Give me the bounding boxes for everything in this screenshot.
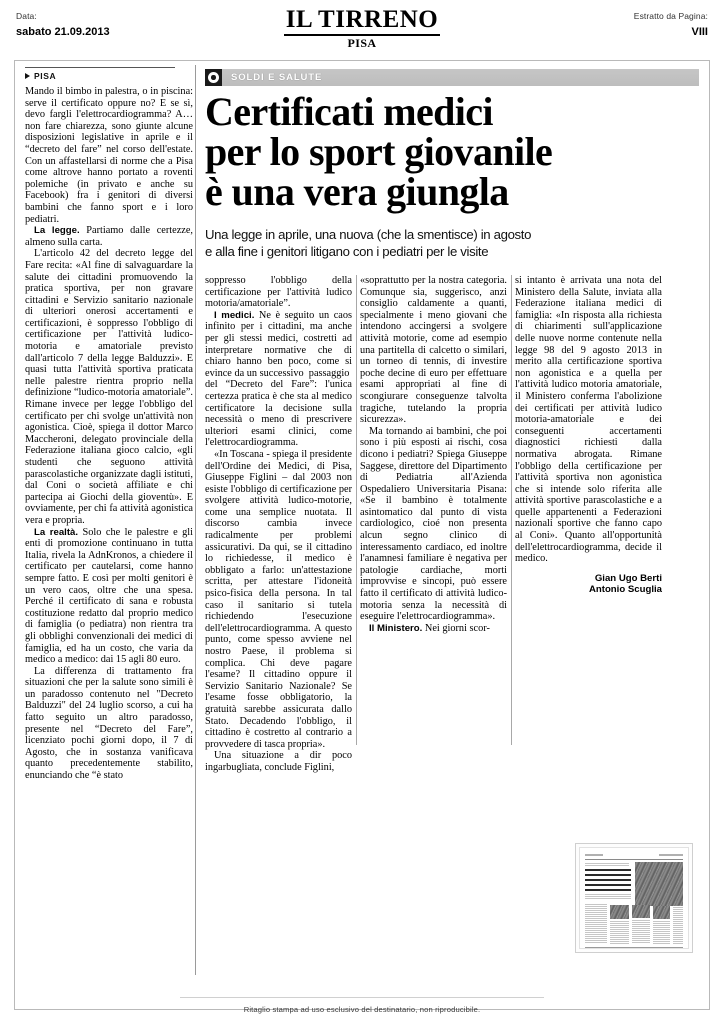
article-byline (515, 573, 662, 596)
page-number-block (634, 10, 708, 40)
triangle-bullet-icon (25, 73, 30, 79)
byline-author-2: Antonio Scuglia (588, 584, 662, 596)
masthead-edition: PISA (347, 36, 377, 50)
headline-line-3: è una vera giungla (205, 169, 509, 214)
sidebar-kicker (25, 71, 193, 81)
body-paragraph: soppresso l'obbligo della certificazione per l'attività ludico motoria/amatoriale”. (205, 275, 352, 310)
sidebar-paragraph: Mando il bimbo in palestra, o in piscina: serve il certificato oppure no? E se sì, devo fargli l'elettrocardiogramma? A… non fare chiarezza, sono giunte alcune disposizioni legislative in aprile e il “decreto del fare” nel corso dell'estate. Con un affastellarsi di norme che a Pisa come altrove hanno portato a roventi polemiche (in privato e anche su Facebook) fra i genitori di diversi bambini che fanno sport e i loro pediatri. (25, 86, 193, 225)
article-headline (205, 89, 699, 214)
body-paragraph (205, 310, 352, 449)
target-center-dot (211, 75, 216, 80)
sidebar-lead: La realtà. (34, 526, 79, 538)
article-standfirst (205, 226, 699, 260)
body-paragraph: si intanto è arrivata una nota del Ministero della Salute, inviata alla Federazione italiana medici di famiglia: «In risposta alla richiesta di chiarimenti sull'applicazione delle nuove norme contenute nella legge 98 del 9 agosto 2013 in merito alla certificazione sportiva non agonistica e a quella per l'attività ludico motoria amatoriale, il Ministero conferma l'abolizione dei certificati per attività ludico motoria-amatoriale e dei conseguenti accertamenti diagnostici richiesti dalla normativa abrogata. Rimane l'obbligo della certificazione per l'attività sportiva non agonistica che si intende solo riferita alle attività sportive parascolastiche e a quelle appartenenti a Federazioni nazionali sportive che fanno capo al Coni». Quanto all'opportunità dell'elettrocardiogramma, decide il medico. (515, 275, 662, 565)
sidebar-lead: La legge. (34, 225, 80, 237)
byline-author-1: Gian Ugo Berti (594, 572, 662, 584)
target-ring (208, 72, 219, 83)
page-thumbnail (575, 843, 693, 953)
article-column-2 (360, 275, 515, 973)
target-dot-icon (205, 69, 222, 86)
sidebar-body (25, 86, 193, 782)
page-meta-header (0, 0, 724, 56)
headline-line-2: per lo sport giovanile (205, 129, 553, 174)
masthead-title: IL TIRRENO (284, 6, 441, 36)
body-lead: I medici. (214, 309, 255, 321)
footer-note: Ritaglio stampa ad uso esclusivo del destinatario, non riproducibile. (243, 1005, 481, 1014)
masthead (0, 6, 724, 50)
date-label: Data: (16, 11, 37, 21)
body-paragraph: Ma tornando ai bambini, che poi sono i più esposti ai rischi, cosa dicono i pediatri? Spiega Giuseppe Saggese, direttore del Dipartimento di Pediatria all'Azienda Ospedaliero Universitaria Pisana: «Se il bambino è totalmente asintomatico dal punto di vista cardiologico, cioé non presenta alcun segno clinico di interessamento cardiaco, ed inoltre l'anamnesi familiare è negativa per patologie cardiache, morti improvvise e sincopi, può essere fatto il certificato di attività ludico-motoria senza la necessità di eseguire l'elettrocardiogramma». (360, 425, 507, 623)
section-banner (205, 69, 699, 86)
sidebar-paragraph-rest: Partiamo dalle certezze, almeno sulla carta. (25, 225, 193, 248)
page-label: Estratto da Pagina: (633, 11, 708, 21)
section-banner-label: SOLDI E SALUTE (231, 72, 323, 83)
footer-divider (180, 997, 544, 998)
page-value: VIII (691, 26, 708, 38)
standfirst-line-1: Una legge in aprile, una nuova (che la smentisce) in agosto (205, 227, 532, 242)
headline-line-1: Certificati medici (205, 89, 493, 134)
sidebar-paragraph (25, 225, 193, 248)
body-lead: Il Ministero. (369, 622, 423, 634)
body-paragraph (360, 623, 507, 635)
sidebar-kicker-label: PISA (34, 71, 57, 81)
article-column-1 (205, 275, 360, 973)
body-paragraph-rest: Ne è seguito un caos infinito per i cittadini, ma anche per gli stessi medici, costretti ad interpretare normative che di chiaro hanno ben poco, come si evince da un successivo passaggio del “Decreto del Fare”: l'unica certezza pratica è che sta al medico certificatore la decisione sulla necessità o meno di prescrivere ulteriori esami clinici, come l'elettrocardiogramma. (205, 309, 352, 449)
body-paragraph-rest: Nei giorni scor- (424, 622, 490, 634)
sidebar-paragraph (25, 527, 193, 666)
date-value: sabato 21.09.2013 (16, 26, 110, 38)
sidebar-paragraph: L'articolo 42 del decreto legge del Fare recita: «Al fine di salvaguardare la salute dei cittadini promuovendo la pratica sportiva, per non gravare cittadini e Servizio sanitario nazionale di ulteriori onerosi accertamenti e certificazioni, è soppresso l'obbligo di certificazione per l'attività ludico-motoria e amatoriale previsto dall'articolo 7 della legge Balduzzi». E quasi tutta l'attività sportiva praticata nelle palestre rientra proprio nella definizione “ludico-motoria amatoriale”. Rimane invece per legge l'obbligo del certificato per chi svolge un'attività non agonistica. Cioè, spiega il dottor Marco Maccheroni, delegato provinciale della Federazione italiana gioco calcio, «gli studenti che seguono attività parascolastiche organizzate dagli istituti, dal Coni o società affiliate e chi partecipa ai Giochi della gioventù». E ovviamente, per chi fa attività agonistica vera e propria. (25, 248, 193, 526)
body-paragraph: «In Toscana - spiega il presidente dell'Ordine dei Medici, di Pisa, Giuseppe Figlini – dal 2003 non esiste l'obbligo di certificazione per svolgere attività ludico-motorie, come una semplice nuotata. Il discorso cambia invece radicalmente per problemi assicurativi. Da qui, se il cittadino lo richiedesse, il medico è obbligato a farlo: un'attestazione scritta, per attestare l'idoneità psico-fisica della persona. In tal caso il sanitario si tutela richiedendo l'esecuzione dell'elettrocardiogramma. A questo punto, come spesso avviene nel nostro Paese, il problema si complica. Chi deve pagare l'esame? Il cittadino oppure il Servizio Sanitario Nazionale? Se l'esame fosse obbligatorio, la gratuità sarebbe assicurata dallo Stato. Decadendo l'obbligo, il cittadino è costretto al contrario a provvedere di tasca propria». (205, 448, 352, 750)
column-divider-1 (195, 65, 196, 975)
sidebar-column (25, 67, 193, 973)
clipping-frame (14, 60, 710, 1010)
body-paragraph: «soprattutto per la nostra categoria. Comunque sia, suggerisco, anzi consiglio caldamente a quanti, specialmente i meno giovani che intendono accingersi a svolgere attività motorie, come ad esempio una partitella di calcetto o similari, un torneo di tennis, di investire poche decine di euro per effettuare esami appropriati al fine di scongiurare conseguenze talvolta tragiche, tutelando la propria sicurezza». (360, 275, 507, 426)
sidebar-paragraph-rest: Solo che le palestre e gli enti di promozione continuano in tutta Italia, rivela la AdnKronos, a chiedere il certificato per cautelarsi, come hanno sempre fatto. E così per molti genitori è un vero caos, oltre che una spesa. Perché il certificato di sana e robusta costituzione redatto dal proprio medico di famiglia (o pediatra) non rientra tra gli obblighi convenzionali dei medici di famiglia, ed ha un costo, che varia da medico a medico: dai 15 agli 80 euro. (25, 526, 193, 666)
page-thumbnail-image (579, 847, 689, 949)
article (205, 69, 699, 973)
standfirst-line-2: e alla fine i genitori litigano con i pediatri per le visite (205, 244, 489, 259)
body-paragraph: Una situazione a dir poco ingarbugliata, conclude Figlini, (205, 750, 352, 773)
sidebar-paragraph: La differenza di trattamento fra situazioni che per la salute sono simili è un paradosso contenuto nel "Decreto Balduzzi" del 24 luglio scorso, a cui ha fatto seguito un altro paradosso, presente nel “Decreto del Fare”, licenziato pochi giorni dopo, il 7 di Agosto, che in sostanza vanificava quanto precedentemente stabilito, enunciando che “è stato (25, 665, 193, 782)
page-grid (15, 61, 709, 1009)
kicker-rule (25, 67, 175, 68)
